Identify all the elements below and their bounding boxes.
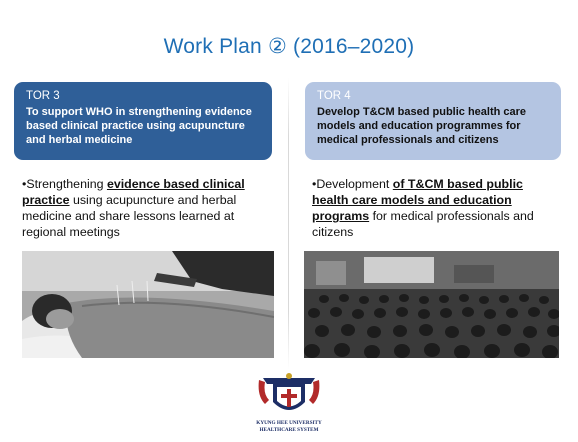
tor3-bullet — [22, 176, 272, 241]
tor3-bullet-emphasis: evidence based clinical practice — [22, 177, 245, 208]
tor4-bullet-emphasis: of T&CM based public health care models and education programs — [312, 177, 523, 224]
acupuncture-photo-art — [22, 251, 274, 358]
logo-caption — [240, 420, 338, 433]
acupuncture-photo — [22, 251, 274, 358]
tor3-bullet-suffix: using acupuncture and herbal medicine and share lessons learned at regional meetings — [22, 193, 237, 240]
tor3-box — [14, 82, 272, 160]
logo-caption-line1: KYUNG HEE UNIVERSITY — [256, 420, 322, 426]
tor3-label: TOR 3 — [26, 90, 60, 102]
slide-title: Work Plan ② (2016–2020) — [163, 35, 415, 58]
lecture-hall-photo — [304, 251, 559, 358]
column-divider — [288, 78, 289, 370]
lecture-hall-photo-art — [304, 251, 559, 358]
crest-icon — [255, 372, 323, 422]
logo-caption-line2: HEALTHCARE SYSTEM — [259, 426, 319, 433]
tor4-bullet-suffix: for medical professionals and citizens — [312, 209, 534, 240]
tor4-bullet — [312, 176, 558, 241]
tor4-label: TOR 4 — [317, 90, 351, 102]
tor3-bullet-prefix: •Strengthening — [22, 177, 107, 191]
tor4-box — [305, 82, 561, 160]
tor3-text: To support WHO in strengthening evidence based clinical practice using acupuncture and herbal medicine — [26, 106, 252, 147]
tor4-text: Develop T&CM based public health care models and education programmes for medical professionals and citizens — [317, 106, 527, 147]
tor4-bullet-prefix: •Development — [312, 177, 393, 191]
